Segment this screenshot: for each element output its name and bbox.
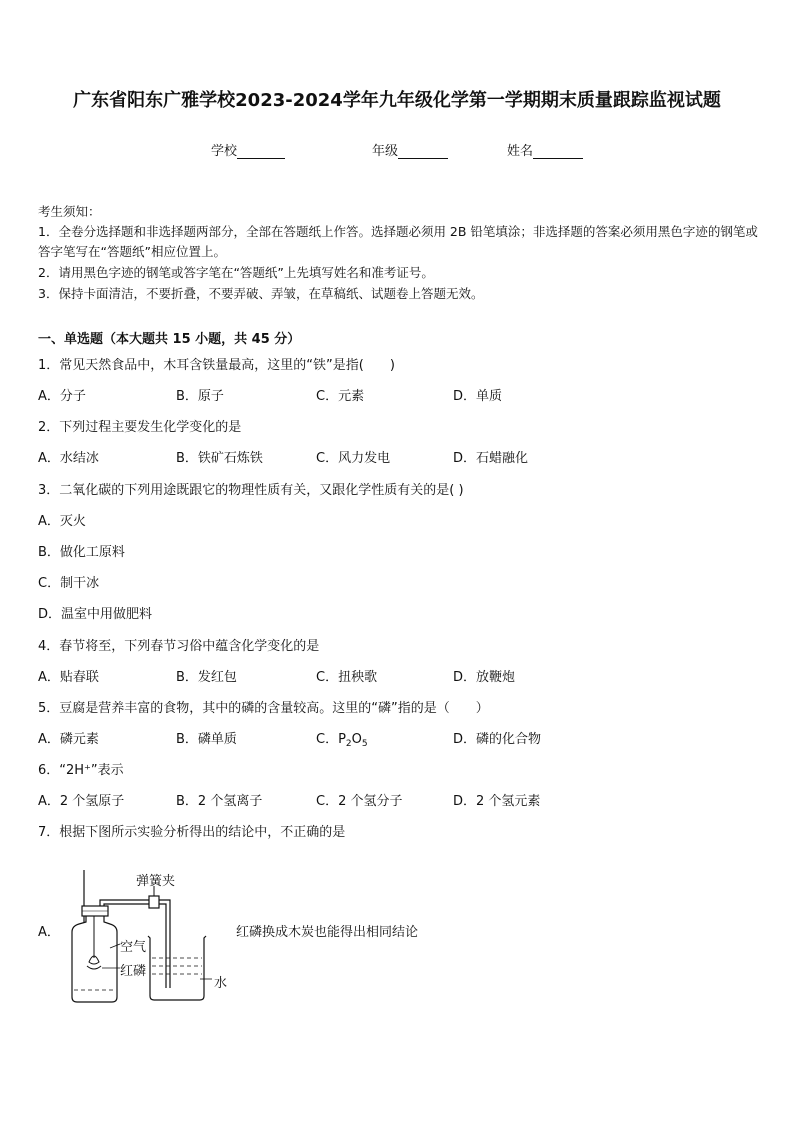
section-heading: 一、单选题（本大题共 15 小题，共 45 分） <box>38 332 301 347</box>
school-field <box>211 140 285 159</box>
q3-option-a: A．灭火 <box>38 514 86 529</box>
notice-item-3: 3．保持卡面清洁，不要折叠，不要弄破、弄皱，在草稿纸、试题卷上答题无效。 <box>38 286 484 301</box>
q7-option-a-label: A． <box>38 925 60 940</box>
notice-item-2: 2．请用黑色字迹的钢笔或答字笔在“答题纸”上先填写姓名和准考证号。 <box>38 265 434 280</box>
q3-option-d: D．温室中用做肥料 <box>38 607 153 622</box>
q5-c-sub2: 5 <box>361 739 368 749</box>
q7-option-a-text: 红磷换成木炭也能得出相同结论 <box>236 925 419 940</box>
question-4-stem: 4．春节将至，下列春节习俗中蕴含化学变化的是 <box>38 639 320 654</box>
label-air: 空气 <box>120 940 147 955</box>
q5-c-sub1: 2 <box>345 739 352 749</box>
question-7-stem: 7．根据下图所示实验分析得出的结论中，不正确的是 <box>38 825 346 840</box>
q6-option-d: D．2 个氢元素 <box>453 794 541 809</box>
q1-option-b: B．原子 <box>176 389 224 404</box>
question-2-stem: 2．下列过程主要发生化学变化的是 <box>38 420 242 435</box>
q6-option-a: A．2 个氢原子 <box>38 794 125 809</box>
q5-option-a: A．磷元素 <box>38 732 99 747</box>
name-field <box>507 140 583 159</box>
label-water: 水 <box>214 976 228 991</box>
q6-option-b: B．2 个氢离子 <box>176 794 263 809</box>
q4-option-d: D．放鞭炮 <box>453 670 516 685</box>
q5-c-text: C．P <box>316 732 346 747</box>
notice-item-1: 1．全卷分选择题和非选择题两部分，全部在答题纸上作答。选择题必须用 2B 铅笔填涂；非选择题的答案必须用黑色字迹的钢笔或答字笔写在“答题纸”相应位置上。 <box>38 224 758 259</box>
school-label: 学校 <box>211 144 238 159</box>
q6-option-c: C．2 个氢分子 <box>316 794 403 809</box>
q5-option-b: B．磷单质 <box>176 732 237 747</box>
q1-option-c: C．元素 <box>316 389 365 404</box>
q5-option-c <box>316 728 368 749</box>
name-blank <box>533 144 583 159</box>
label-red-phosphorus: 红磷 <box>120 964 147 979</box>
name-label: 姓名 <box>507 144 534 159</box>
question-1-stem: 1．常见天然食品中，木耳含铁量最高，这里的“铁”是指( ) <box>38 358 395 373</box>
q2-option-d: D．石蜡融化 <box>453 451 529 466</box>
notice-heading: 考生须知： <box>38 204 101 219</box>
question-3-stem: 3．二氧化碳的下列用途既跟它的物理性质有关，又跟化学性质有关的是( ) <box>38 483 464 498</box>
q5-c-text2: O <box>351 732 362 747</box>
q4-option-a: A．贴春联 <box>38 670 99 685</box>
question-6-stem: 6．“2H⁺”表示 <box>38 763 124 778</box>
q5-option-d: D．磷的化合物 <box>453 732 542 747</box>
q2-option-b: B．铁矿石炼铁 <box>176 451 263 466</box>
question-5-stem: 5．豆腐是营养丰富的食物，其中的磷的含量较高。这里的“磷”指的是（ ） <box>38 701 489 716</box>
q4-option-c: C．扭秧歌 <box>316 670 378 685</box>
grade-field <box>372 140 448 159</box>
q3-option-c: C．制干冰 <box>38 576 100 591</box>
q4-option-b: B．发红包 <box>176 670 237 685</box>
grade-label: 年级 <box>372 144 399 159</box>
q3-option-b: B．做化工原料 <box>38 545 125 560</box>
label-clamp: 弹簧夹 <box>136 874 176 889</box>
q2-option-c: C．风力发电 <box>316 451 391 466</box>
page-title: 广东省阳东广雅学校2023-2024学年九年级化学第一学期期末质量跟踪监视试题 <box>73 90 721 111</box>
q2-option-a: A．水结冰 <box>38 451 99 466</box>
q1-option-a: A．分子 <box>38 389 86 404</box>
q1-option-d: D．单质 <box>453 389 503 404</box>
grade-blank <box>398 144 448 159</box>
school-blank <box>237 144 285 159</box>
